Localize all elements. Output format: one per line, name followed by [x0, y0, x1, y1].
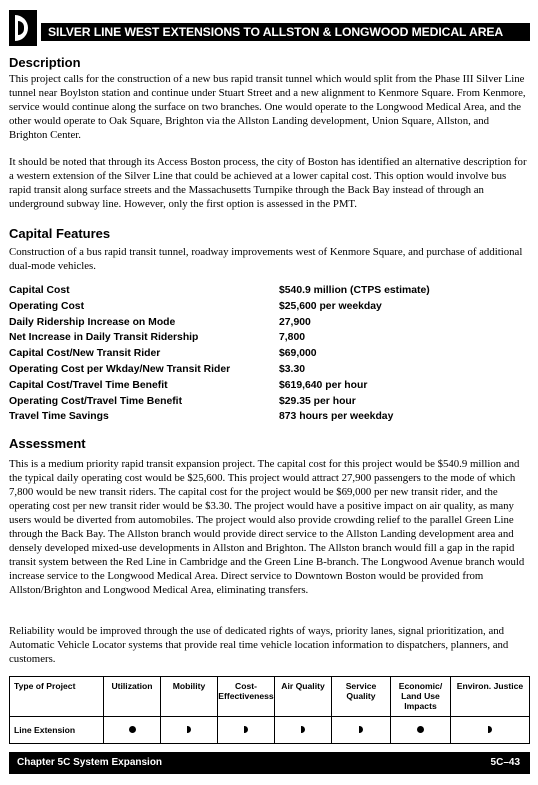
metric-value: $3.30	[279, 363, 306, 375]
metric-row	[9, 378, 529, 394]
column-header: Cost-Effectiveness	[218, 677, 275, 717]
half-circle-icon	[187, 726, 191, 733]
filled-circle-icon	[129, 726, 136, 733]
metric-value: 873 hours per weekday	[279, 411, 394, 423]
metric-value: $619,640 per hour	[279, 379, 368, 391]
half-circle-icon	[488, 726, 492, 733]
column-header: Service Quality	[332, 677, 391, 717]
metric-value: $540.9 million (CTPS estimate)	[279, 285, 430, 296]
column-header: Environ. Justice	[451, 677, 530, 717]
half-circle-icon	[244, 726, 248, 733]
metric-label: Capital Cost	[9, 285, 70, 296]
rating-cell	[275, 717, 332, 744]
metric-label: Daily Ridership Increase on Mode	[9, 316, 176, 328]
capital-features-heading: Capital Features	[9, 226, 111, 241]
metric-value: $29.35 per hour	[279, 395, 356, 407]
rating-cell	[161, 717, 218, 744]
column-header: Air Quality	[275, 677, 332, 717]
page-header	[9, 10, 530, 46]
metrics-list	[9, 283, 529, 425]
column-header: Mobility	[161, 677, 218, 717]
project-title: SILVER LINE WEST EXTENSIONS TO ALLSTON & LONGWOOD MEDICAL AREA	[41, 23, 530, 41]
column-header: Utilization	[104, 677, 161, 717]
column-header: Economic/ Land Use Impacts	[391, 677, 451, 717]
column-header: Type of Project	[10, 677, 104, 717]
metric-label: Travel Time Savings	[9, 411, 109, 423]
metric-row	[9, 330, 529, 346]
rating-cell	[218, 717, 275, 744]
half-circle-icon	[359, 726, 363, 733]
metric-label: Capital Cost/Travel Time Benefit	[9, 379, 168, 391]
assessment-paragraph-1: This is a medium priority rapid transit expansion project. The capital cost for this project would be $540.9 million and the typical daily operating cost would be $25,600. This project would attract 27,900 passengers to the mode of which 7,800 would be new transit riders. The capital cost for the project would be $69,000 per new transit rider, and the operating cost per new transit rider would be $3.30. The project would have a positive impact on air quality, as many users would be diverted from automobiles. The project would also provide crowding relief to the parallel Green Line through the Back Bay. The Allston branch would provide direct service to the Allston Landing development area and densely developed mixed-use developments in Allston and Brighton. The Allston branch would fill a gap in the rapid transit system between the Red Line in Cambridge and the Green Line B-branch. The Longwood Avenue branch would increase service to the Longwood Medical Area. Direct service to Downtown Boston would be provided from Allston/Brighton and Longwood Medical Area, eliminating transfers.	[9, 458, 525, 596]
filled-circle-icon	[417, 726, 424, 733]
capital-features-text: Construction of a bus rapid transit tunnel, roadway improvements west of Kenmore Square, and purchase of additional dual-mode vehicles.	[9, 246, 523, 272]
metric-label: Net Increase in Daily Transit Ridership	[9, 332, 199, 344]
rating-cell	[104, 717, 161, 744]
rating-cell	[391, 717, 451, 744]
description-paragraph-1: This project calls for the construction of a new bus rapid transit tunnel which would split from the Phase III Silver Line tunnel near Boylston station and continue under Stuart Street and a new alignment to Kenmore Square. From Kenmore, service would continue along the surface on two branches. One would operate to the Longwood Medical Area, and the other would operate to Oak Square, Brighton via the Allston Landing development, Union Square, Allston, and Brighton Center.	[9, 73, 526, 141]
metric-row	[9, 299, 529, 315]
table-row	[10, 717, 530, 744]
assessment-heading: Assessment	[9, 436, 86, 451]
description-heading: Description	[9, 55, 81, 70]
assessment-paragraph-2: Reliability would be improved through the use of dedicated rights of ways, priority lanes, signal prioritization, and Automatic Vehicle Locator systems that provide real time vehicle location information to dispatchers, planners, and customers.	[9, 625, 509, 665]
page-number: 5C–43	[490, 757, 520, 768]
ratings-header-row	[10, 677, 530, 717]
metric-value: 7,800	[279, 332, 306, 344]
row-label: Line Extension	[10, 717, 104, 744]
metric-label: Operating Cost/Travel Time Benefit	[9, 395, 183, 407]
description-paragraph-2: It should be noted that through its Access Boston process, the city of Boston has identified an alternative description for a western extension of the Silver Line that could be achieved at a lower capital cost. This option would involve bus rapid transit along surface streets and the Massachusetts Turnpike through the Back Bay instead of through an underground subway line. However, only the first option is assessed in the PMT.	[9, 156, 527, 210]
metric-row	[9, 394, 529, 410]
metric-label: Operating Cost	[9, 300, 85, 312]
metric-value: 27,900	[279, 316, 311, 328]
half-circle-icon	[301, 726, 305, 733]
metric-label: Operating Cost per Wkday/New Transit Rider	[9, 363, 231, 375]
ratings-table	[9, 676, 530, 744]
rating-cell	[451, 717, 530, 744]
chapter-d-logo-icon	[9, 10, 37, 46]
page-footer	[9, 752, 530, 774]
metric-row	[9, 409, 529, 425]
metric-value: $25,600 per weekday	[279, 300, 382, 312]
metric-row	[9, 346, 529, 362]
chapter-label: Chapter 5C System Expansion	[17, 757, 163, 768]
rating-cell	[332, 717, 391, 744]
metric-value: $69,000	[279, 348, 317, 360]
metric-row	[9, 362, 529, 378]
metric-row	[9, 315, 529, 331]
metric-row	[9, 283, 529, 299]
metric-label: Capital Cost/New Transit Rider	[9, 348, 161, 360]
